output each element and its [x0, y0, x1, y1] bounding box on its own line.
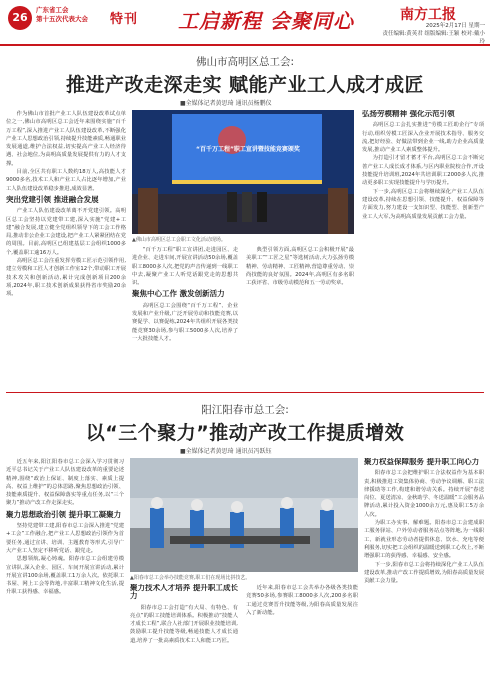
article1-headline: 推进产改走深走实 赋能产业工人成才成匠: [65, 74, 425, 96]
article1-photo: [132, 110, 354, 234]
paragraph: 下一步,阳春市总工会将持续深化产业工人队伍建设改革,推动产改工作提质增效,为阳春高质量发展贡献工会力量。: [364, 561, 484, 585]
article1-kicker: 佛山市高明区总工会:: [195, 56, 295, 68]
paragraph: 高明区总工会注重发挥劳模工匠示范引领作用,建立劳模和工匠人才创新工作室12个,带动职工开展技术攻关和创新活动,累计完成创新项目200余项,2024年,职工技术创新成果获得省市奖励20余项。: [6, 258, 126, 298]
paragraph: 下一步,高明区总工会将继续深化产业工人队伍建设改革,持续在思想引领、技能提升、权益保障等方面发力,努力建设一支知识型、技能型、创新型产业工人大军,为高明高质量发展贡献工会力量。: [362, 188, 484, 220]
workshop-photo-image: [130, 458, 358, 572]
paragraph: 为职工办实事、解难题。阳春市总工会建成职工服务驿站、户外劳动者服务站点等阵地,为一线职工、新就业形态劳动者提供休息、饮水、充电等便利服务,切实把工会组织的温暖送到职工心坎上,不断增强职工的获得感、幸福感、安全感。: [364, 520, 484, 560]
page-number: 26: [8, 6, 32, 30]
paragraph: 高明区总工会围绕“百千万工程”、企业发展和产业升级,广泛开展劳动和技能竞赛,以赛促学、以赛促练,2024年共组织开展各类技能竞赛30余场,参与职工5000多人次,培养了一大批技能人才。: [132, 302, 238, 342]
paragraph: 产业工人队伍建设改革离不开党建引领。高明区总工会坚持以党建带工建,深入实施“党建+工建”融合发展,建立健全党组织领导下的工会工作格局,推动非公企业工会建设,把产业工人紧紧团结在党的周围。目前,高明区已组建基层工会组织1000多个,覆盖职工逾16万人。: [6, 208, 126, 256]
subhead: 聚力技术人才培养 提升职工成长力: [130, 584, 238, 601]
editors-line: 责任编辑:黄英君 组版编辑:王颖 校对:戴小玲: [382, 31, 485, 45]
stage-photo-image: [132, 110, 354, 234]
paragraph: 阳春市总工会打造“有大局、有特色、有亮点”的职工技能培训体系。积极推动“技能人才成长工程”,联合人社部门开展职业技能培训,鼓励职工提升技能等级,畅通技能人才成长通道,培养了一批高素质技术工人和能工巧匠。: [130, 604, 238, 644]
subhead: 突出党建引领 推进融合发展: [6, 194, 99, 204]
paragraph: 目前,全区共有职工人数约18万人,高技能人才9000多名,技术工人和产业工人占比逐年增加,产业工人队伍建设改革稳步推进,成效显著。: [6, 169, 126, 192]
article1-byline: ■全媒体记者黄思琦 通讯员杨鹏仪: [180, 100, 272, 107]
subhead: 弘扬劳模精神 强化示范引领: [362, 110, 455, 118]
article1-photo-caption: ▲佛山市高明区总工会职工文化活动现场。: [132, 237, 226, 243]
paragraph: 坚持党建带工建,阳春市总工会深入推进“党建+工会”工作融合,把产业工人思想政治引领作为首要任务,通过宣讲、培训、主题教育等形式,引导广大产业工人坚定不移听党话、跟党走。: [6, 523, 124, 554]
section-divider: [6, 392, 484, 393]
paragraph: 阳春市总工会把维护职工合法权益作为基本职责,积极推进工资集体协商、劳动争议调解、职工法律援助等工作,构建和谐劳动关系。持续开展“春送岗位、夏送清凉、金秋助学、冬送温暖”工会服务品牌活动,累计投入资金1000余万元,惠及职工5万余人次。: [364, 470, 484, 518]
masthead-line1: 广东省工会: [36, 6, 69, 14]
paragraph: 典型引领方面,高明区总工会积极开展“最美职工”“工匠之星”等选树活动,大力弘扬劳模精神、劳动精神、工匠精神,营造尊重劳动、崇尚技能的良好氛围。2024年,高明区有多名职工获评省、市级劳动模范和五一劳动奖章。: [246, 247, 354, 287]
article2-col3: [246, 584, 358, 684]
article1-col4: [362, 110, 484, 386]
issue-date: 2025年2月17日 星期一: [425, 23, 485, 29]
paragraph: 思想领航,凝心铸魂。阳春市总工会组建劳模宣讲队,深入企业、园区、车间开展宣讲活动,累计开展宣讲100余场,覆盖职工1万余人次。依托职工书屋、网上工会等阵地,丰富职工精神文化生活,提升职工获得感、幸福感。: [6, 556, 124, 596]
special-label: 特刊: [110, 12, 139, 27]
article2-kicker: 阳江阳春市总工会:: [201, 404, 289, 416]
article2-photo-caption: ▲阳春市总工会举办技能竞赛,职工们在现场比拼技艺。: [130, 575, 251, 581]
article2-byline: ■全媒体记者黄思琦 通讯员冯跃钰: [180, 448, 272, 455]
paragraph: “百千万工程”职工宣讲团,走进园区、走进企业、走进车间,开展宣讲活动50余场,覆盖职工8000多人次,把党的声音传递到一线职工中去,凝聚产业工人听党话跟党走的思想共识。: [132, 247, 238, 287]
article2-col2: [130, 584, 238, 684]
paragraph: 高明区总工会扎实推进“劳模工匠助企行”专项行动,组织劳模工匠深入企业开展技术指导、服务交流,把好经验、好做法带到企业一线,助力企业高质量发展,推动产业工人素质整体提升。: [362, 122, 484, 154]
subhead: 聚力权益保障服务 提升职工向心力: [364, 458, 480, 466]
article1-col2: [132, 246, 238, 386]
article1-col3: [246, 246, 354, 386]
newspaper-logo: 南方工报: [400, 7, 456, 23]
paragraph: 近五年来,阳江阳春市总工会深入学习贯彻习近平总书记关于产业工人队伍建设改革的重要论述精神,围绕“政治上保证、制度上落实、素质上提高、权益上维护”的总体思路,聚焦思想政治引领、技能素质提升、权益保障落实等重点任务,以“三个聚力”推动产改工作走深走实。: [6, 459, 124, 507]
banner-slogan: 工启新程 会聚同心: [178, 9, 354, 33]
paragraph: 作为佛山市首批产业工人队伍建设改革试点单位之一,佛山市高明区总工会近年来围绕实施“百千万工程”,深入推进产业工人队伍建设改革,不断强化产业工人思想政治引领,持续提升技能素质,畅通职业发展通道,维护合法权益,切实提高产业工人经济待遇、社会地位,为高明高质量发展提供有力的人才支撑。: [6, 111, 126, 167]
article2-headline: 以“三个聚力”推动产改工作提质增效: [85, 422, 405, 444]
article2-col4: [364, 458, 484, 684]
paragraph: 为打造引才留才蓄才平台,高明区总工会不断完善产业工人成长成才体系,与区内职业院校合作,开设技能提升培训班,2024年共培训职工2000多人次,推动更多职工实现技能提升与学历提升。: [362, 155, 484, 187]
article2-photo: [130, 458, 358, 572]
subhead: 聚焦中心工作 激发创新活力: [132, 289, 225, 299]
article2-col1: [6, 458, 124, 684]
stage-screen-text: “百千万工程”职工宣讲暨技能竞赛颁奖: [196, 146, 300, 153]
article1-col1: [6, 110, 126, 380]
paragraph: 近年来,阳春市总工会共举办各级各类技能竞赛50多场,参赛职工8000多人次,200多名职工通过竞赛晋升技能等级,为阳春高质量发展注入了新动能。: [246, 585, 358, 616]
subhead: 聚力思想政治引领 提升职工凝聚力: [6, 509, 122, 519]
dateline: [380, 22, 485, 46]
masthead-line2: 第十五次代表大会: [36, 15, 88, 23]
